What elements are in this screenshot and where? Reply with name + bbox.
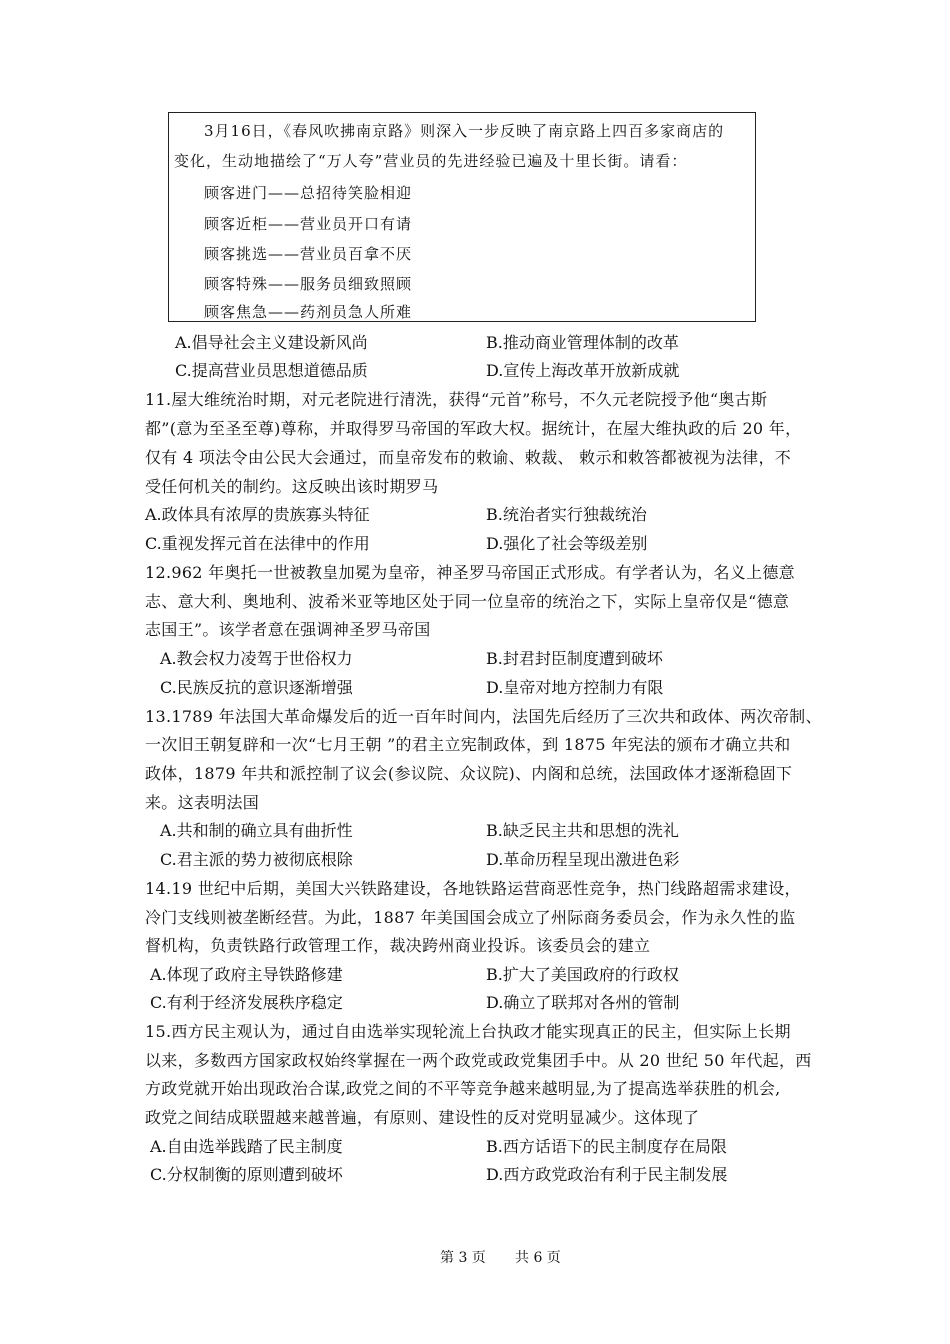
question-11-text: 受任何机关的制约。这反映出该时期罗马	[145, 477, 439, 496]
option-a: A.政体具有浓厚的贵族寡头特征	[145, 505, 370, 524]
question-11-text: 都”(意为至圣至尊)尊称，并取得罗马帝国的军政大权。据统计，在屋大维执政的后 20 年，	[145, 419, 802, 438]
quote-line: 3月16日，《春风吹拂南京路》则深入一步反映了南京路上四百多家商店的	[204, 122, 725, 140]
question-13-text: 13.1789 年法国大革命爆发后的近一百年时间内，法国先后经历了三次共和政体、两次帝制、	[145, 707, 822, 726]
option-a: A.教会权力凌驾于世俗权力	[160, 649, 353, 668]
question-15-text: 方政党就开始出现政治合谋,政党之间的不平等竞争越来越明显,为了提高选举获胜的机会,	[145, 1079, 781, 1098]
option-c: C.君主派的势力被彻底根除	[160, 850, 353, 869]
question-14-text: 督机构，负责铁路行政管理工作，裁决跨州商业投诉。该委员会的建立	[145, 936, 651, 955]
quote-item: 顾客近柜——营业员开口有请	[204, 215, 413, 233]
question-14-text: 冷门支线则被垄断经营。为此，1887 年美国国会成立了州际商务委员会，作为永久性的监	[145, 908, 796, 927]
page-total: 共 6 页	[515, 1250, 561, 1266]
question-13-text: 来。这表明法国	[145, 793, 260, 812]
option-c: C.有利于经济发展秩序稳定	[150, 993, 343, 1012]
option-b: B.统治者实行独裁统治	[486, 505, 647, 524]
page-number: 第 3 页	[440, 1250, 486, 1266]
option-b: B.西方话语下的民主制度存在局限	[486, 1137, 727, 1156]
option-b: B.封君封臣制度遭到破坏	[486, 649, 663, 668]
question-12-text: 12.962 年奥托一世被教皇加冕为皇帝，神圣罗马帝国正式形成。有学者认为，名义上德意	[145, 563, 795, 582]
option-d: D.确立了联邦对各州的管制	[486, 993, 680, 1012]
question-11-text: 11.屋大维统治时期，对元老院进行清洗，获得“元首”称号，不久元老院授予他“奥古斯	[145, 390, 768, 409]
option-d: D.皇帝对地方控制力有限	[486, 678, 664, 697]
option-d: D.革命历程呈现出激进色彩	[486, 850, 680, 869]
option-d: D.宣传上海改革开放新成就	[486, 361, 680, 380]
quote-item: 顾客特殊——服务员细致照顾	[204, 275, 413, 293]
option-c: C.民族反抗的意识逐渐增强	[160, 678, 353, 697]
option-b: B.推动商业管理体制的改革	[486, 333, 679, 352]
option-c: C.提高营业员思想道德品质	[175, 361, 368, 380]
quote-line: 变化，生动地描绘了“万人夸”营业员的先进经验已遍及十里长街。请看：	[174, 152, 688, 170]
question-13-text: 政体，1879 年共和派控制了议会(参议院、众议院)、内阁和总统，法国政体才逐渐稳固下	[145, 764, 793, 783]
option-a: A.共和制的确立具有曲折性	[160, 821, 353, 840]
option-d: D.西方政党政治有利于民主制发展	[486, 1165, 728, 1184]
quote-item: 顾客挑选——营业员百拿不厌	[204, 245, 413, 263]
option-c: C.重视发挥元首在法律中的作用	[145, 534, 370, 553]
question-12-text: 志、意大利、奥地利、波希米亚等地区处于同一位皇帝的统治之下，实际上皇帝仅是“德意	[145, 592, 790, 611]
question-15-text: 政党之间结成联盟越来越普遍，有原则、建设性的反对党明显减少。这体现了	[145, 1108, 700, 1127]
option-b: B.缺乏民主共和思想的洗礼	[486, 821, 679, 840]
quote-item: 顾客焦急——药剂员急人所难	[204, 303, 413, 321]
option-a: A.体现了政府主导铁路修建	[150, 965, 343, 984]
option-a: A.倡导社会主义建设新风尚	[175, 333, 368, 352]
question-11-text: 仅有 4 项法令由公民大会通过，而皇帝发布的敕谕、敕裁、 敕示和敕答都被视为法律，不	[145, 448, 792, 467]
option-d: D.强化了社会等级差别	[486, 534, 648, 553]
question-14-text: 14.19 世纪中后期，美国大兴铁路建设，各地铁路运营商恶性竞争，热门线路超需求建设，	[145, 879, 801, 898]
option-c: C.分权制衡的原则遭到破坏	[150, 1165, 343, 1184]
quote-item: 顾客进门——总招待笑脸相迎	[204, 184, 413, 202]
option-b: B.扩大了美国政府的行政权	[486, 965, 679, 984]
option-a: A.自由选举践踏了民主制度	[150, 1137, 343, 1156]
question-13-text: 一次旧王朝复辟和一次“七月王朝 ”的君主立宪制政体，到 1875 年宪法的颁布才确立共和	[145, 735, 791, 754]
question-12-text: 志国王”。该学者意在强调神圣罗马帝国	[145, 620, 431, 639]
question-15-text: 15.西方民主观认为，通过自由选举实现轮流上台执政才能实现真正的民主，但实际上长期	[145, 1022, 791, 1041]
question-15-text: 以来，多数西方国家政权始终掌握在一两个政党或政党集团手中。从 20 世纪 50 年代起，西	[145, 1051, 812, 1070]
